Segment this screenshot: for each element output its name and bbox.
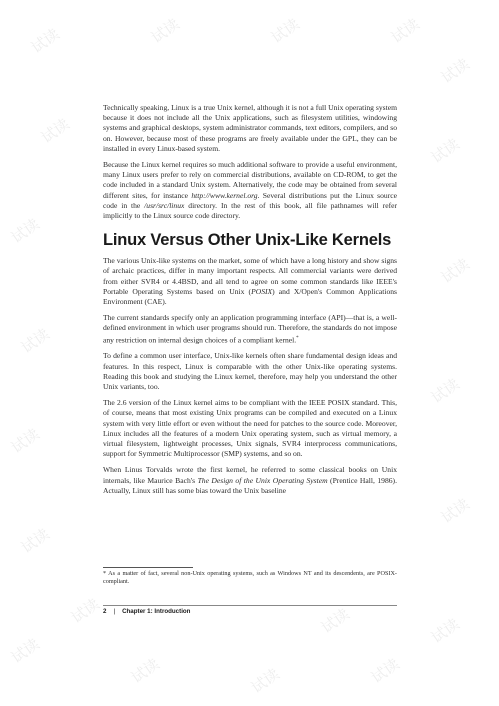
watermark-mark: 试读 [27, 24, 63, 57]
posix-term: POSIX [251, 286, 273, 296]
watermark-mark: 试读 [67, 594, 103, 627]
footer-rule [103, 605, 397, 606]
section-heading: Linux Versus Other Unix-Like Kernels [103, 231, 392, 250]
chapter-title: Chapter 1: Introduction [122, 608, 191, 615]
watermark-mark: 试读 [7, 634, 43, 667]
watermark-mark: 试读 [267, 14, 303, 47]
torvalds-paragraph: When Linus Torvalds wrote the first kernel, he referred to some classical books on Unix internals, like Maurice Bach's The Design of the Unix Operating System (Prentice Hall, 1986). Actually, Linux still has some bias toward the Unix baseline [103, 465, 397, 495]
watermark-mark: 试读 [317, 604, 353, 637]
kernel-org-url: http://www.kernel.org [191, 190, 258, 200]
distribution-paragraph: Because the Linux kernel requires so much additional software to provide a useful environment, many Linux users prefer to rely on commercial distributions, available on CD-ROM, to get the code included in a standard Unix system. Alternatively, the code may be obtained from several different sites, for instance http://www.kernel.org. Several distributions put the Linux source code in the /usr/src/linux directory. In the rest of this book, all file pathnames will refer implicitly to the Linux source code directory. [103, 160, 397, 221]
watermark-mark: 试读 [147, 14, 183, 47]
watermark-mark: 试读 [437, 494, 473, 527]
watermark-mark: 试读 [17, 524, 53, 557]
watermark-mark: 试读 [17, 324, 53, 357]
watermark-mark: 试读 [127, 654, 163, 687]
posix-compliance-paragraph: The 2.6 version of the Linux kernel aims to be compliant with the IEEE POSIX standard. This, of course, means that most existing Unix programs can be compiled and executed on a Linux system with very little effort or even without the need for patches to the source code. Moreover, Linux includes all the features of a modern Unix operating system, such as virtual memory, a virtual filesystem, lightweight processes, Unix signals, SVR4 interprocess communications, support for Symmetric Multiprocessor (SMP) systems, and so on. [103, 398, 397, 459]
watermark-mark: 试读 [7, 214, 43, 247]
source-path: /usr/src/linux [144, 200, 185, 210]
watermark-mark: 试读 [7, 424, 43, 457]
common-interface-paragraph: To define a common user interface, Unix-like kernels often share fundamental design ideas and features. In this respect, Linux is comparable with the other Unix-like operating systems. Reading this book and studying the Linux kernel, therefore, may help you understand the other Unix variants, too. [103, 351, 397, 391]
watermark-mark: 试读 [437, 254, 473, 287]
book-title: The Design of the Unix Operating System [197, 475, 328, 485]
footnote-marker: * [296, 335, 299, 341]
watermark-mark: 试读 [427, 134, 463, 167]
footer-separator: | [113, 608, 116, 615]
watermark-mark: 试读 [437, 54, 473, 87]
watermark-mark: 试读 [37, 114, 73, 147]
page-footer [103, 608, 190, 615]
watermark-mark: 试读 [247, 664, 283, 697]
page-number: 2 [103, 608, 107, 615]
watermark-mark: 试读 [427, 374, 463, 407]
watermark-mark: 试读 [387, 14, 423, 47]
page-body [103, 103, 397, 502]
standards-paragraph: The current standards specify only an application programming interface (API)—that is, a well-defined environment in which user programs should run. Therefore, the standards do not impose any restriction on internal design choices of a compliant kernel.* [103, 313, 397, 345]
watermark-mark: 试读 [427, 614, 463, 647]
watermark-mark: 试读 [367, 654, 403, 687]
unix-variants-paragraph: The various Unix-like systems on the market, some of which have a long history and show signs of archaic practices, differ in many important respects. All commercial variants were derived from either SVR4 or 4.4BSD, and all tend to agree on some common standards like IEEE's Portable Operating Systems based on Unix (POSIX) and X/Open's Common Applications Environment (CAE). [103, 256, 398, 307]
footnote: * As a matter of fact, several non-Unix operating systems, such as Windows NT and its descendents, are POSIX-compliant. [103, 570, 397, 586]
footnote-rule [103, 567, 193, 568]
intro-paragraph: Technically speaking, Linux is a true Unix kernel, although it is not a full Unix operating system because it does not include all the Unix applications, such as filesystem utilities, windowing systems and graphical desktops, system administrator commands, text editors, compilers, and so on. However, because most of these programs are freely available under the GPL, they can be installed in every Linux-based system. [103, 103, 397, 153]
